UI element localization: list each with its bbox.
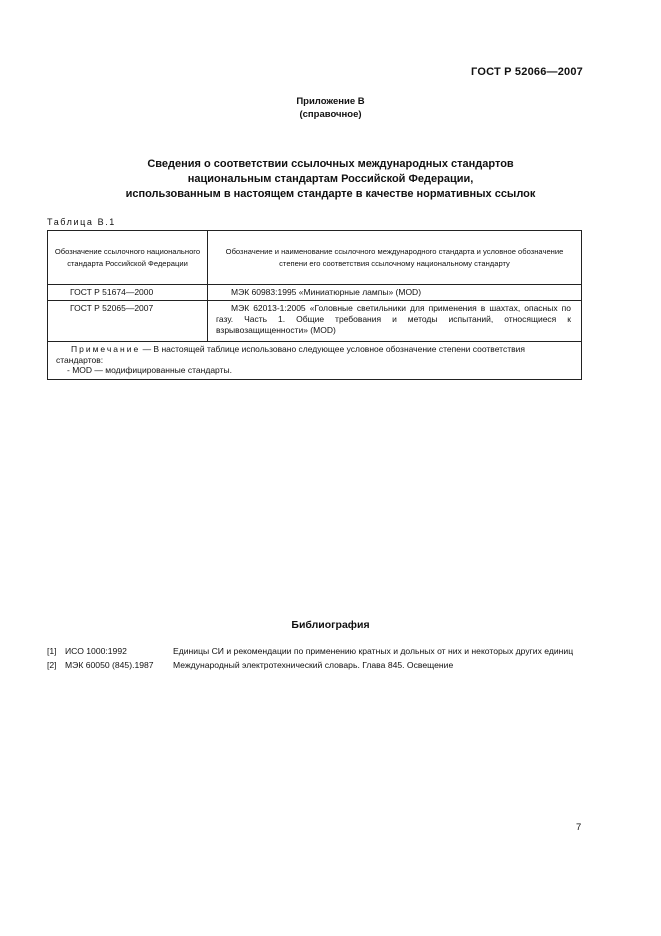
page-number: 7	[576, 822, 582, 833]
table-row	[48, 301, 582, 342]
bibliography-entry	[47, 646, 581, 658]
appendix-subtitle: (справочное)	[299, 109, 362, 120]
note-text: — В настоящей таблице использовано следующее условное обозначение степени соответствия стандартов:	[56, 344, 525, 365]
section-title-line-3: использованным в настоящем стандарте в качестве нормативных ссылок	[125, 188, 536, 200]
bibliography-entry-reference: ИСО 1000:1992	[65, 646, 127, 656]
section-title-line-2: национальным стандартам Российской Федерации,	[187, 173, 474, 185]
international-standard-cell: МЭК 62013-1:2005 «Головные светильники для применения в шахтах, опасных по газу. Часть 1. Общие требования и методы испытаний, относящиеся к взрывозащищенности» (MOD)	[208, 301, 582, 342]
table-row	[48, 285, 582, 301]
table-caption: Таблица В.1	[47, 217, 116, 227]
table-header-row	[48, 231, 582, 285]
bibliography-entry-title: Международный электротехнический словарь. Глава 845. Освещение	[173, 659, 454, 670]
bibliography-entry-reference: МЭК 60050 (845).1987	[65, 659, 154, 670]
table-note	[48, 342, 582, 380]
table-note-row	[48, 342, 582, 380]
appendix-title: Приложение В	[296, 96, 365, 107]
bibliography-entry-number: [1]	[47, 646, 57, 656]
header-national-standard: Обозначение ссылочного национального стандарта Российской Федерации	[48, 231, 208, 285]
bibliography-entry-title: Единицы СИ и рекомендации по применению кратных и дольных от них и некоторых других единиц	[173, 646, 574, 656]
bibliography-list	[47, 646, 581, 673]
header-international-standard: Обозначение и наименование ссылочного международного стандарта и условное обозначение степени его соответствия ссылочному национальному стандарту	[208, 231, 582, 285]
bibliography-entry	[47, 660, 581, 672]
note-label: Примечание	[71, 344, 141, 354]
bibliography-title: Библиография	[291, 619, 370, 631]
bibliography-entry-number: [2]	[47, 659, 57, 670]
note-item: - MOD — модифицированные стандарты.	[67, 365, 232, 375]
national-standard-cell: ГОСТ Р 52065—2007	[48, 301, 208, 342]
national-standard-cell: ГОСТ Р 51674—2000	[48, 285, 208, 301]
correspondence-table	[47, 230, 582, 380]
section-title	[0, 157, 661, 202]
section-title-line-1: Сведения о соответствии ссылочных международных стандартов	[147, 158, 514, 170]
note-lead	[56, 344, 573, 365]
document-id-header: ГОСТ Р 52066—2007	[471, 66, 583, 78]
appendix-heading	[0, 95, 661, 121]
international-standard-cell: МЭК 60983:1995 «Миниатюрные лампы» (MOD)	[208, 285, 582, 301]
